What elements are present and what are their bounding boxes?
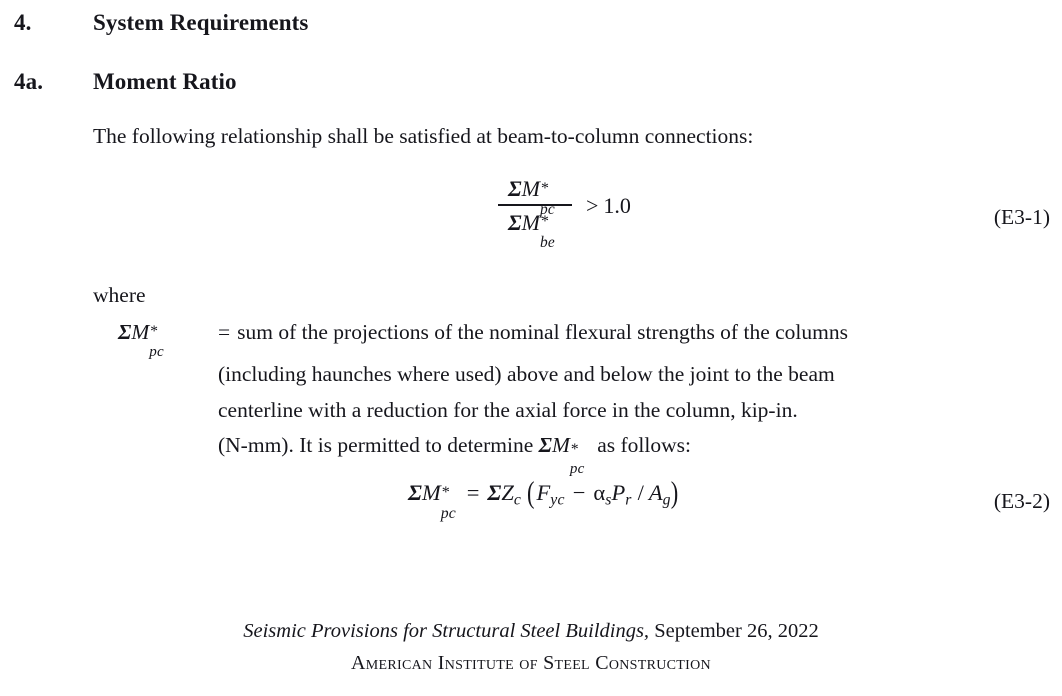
variable-m: M: [131, 320, 150, 344]
variable-p: P: [611, 480, 626, 505]
open-paren: (: [527, 475, 535, 510]
division-slash: /: [637, 480, 644, 505]
definition-block: [118, 320, 1048, 477]
variable-m: M: [521, 209, 540, 235]
variable-f: F: [536, 480, 551, 505]
subscript-g: g: [662, 491, 671, 509]
sigma-glyph: Σ: [487, 480, 502, 505]
where-label: where: [93, 283, 146, 307]
definition-first-line: [118, 320, 1048, 360]
definition-text-line-1: sum of the projections of the nominal flexural strengths of the columns: [237, 320, 848, 344]
sigma-glyph: Σ: [408, 480, 422, 505]
equation-e3-1-value: 1.0: [603, 192, 631, 218]
sigma-glyph: Σ: [118, 320, 132, 344]
subscript-s: s: [605, 491, 612, 509]
equation-e3-2-expression: ΣM * pc = $\Sigma Z_c$ $(F_{yc} - \alpha_sP_r / A_g)$: [408, 475, 679, 522]
footer-publication-title: Seismic Provisions for Structural Steel Buildings,: [243, 620, 650, 642]
definition-inline-symbol: ΣM * pc: [538, 433, 585, 477]
definition-line-4-after: as follows:: [591, 433, 691, 458]
fraction-numerator: ΣM * pc: [508, 176, 555, 218]
variable-m: M: [421, 480, 441, 505]
relation-operator: >: [586, 192, 599, 218]
definition-text-line-2: (including haunches where used) above and below the joint to the beam: [218, 362, 835, 386]
subscript-r: r: [625, 491, 632, 509]
sigma-glyph: Σ: [508, 176, 522, 201]
footer-organization: American Institute of Steel Construction: [351, 652, 711, 674]
section-number: 4.: [14, 10, 32, 35]
definition-text-line-3: centerline with a reduction for the axial force in the column, kip-in.: [218, 397, 798, 422]
subscript-c: c: [513, 491, 522, 509]
footer-publication-date: September 26, 2022: [649, 620, 819, 642]
variable-m: M: [521, 176, 540, 201]
section-title: System Requirements: [93, 10, 309, 35]
definition-continuation: [218, 357, 1048, 477]
close-paren: ): [670, 475, 679, 510]
intro-paragraph: The following relationship shall be satisfied at beam-to-column connections:: [93, 124, 754, 148]
subsection-title: Moment Ratio: [93, 69, 237, 94]
subsection-number: 4a.: [14, 69, 44, 94]
definition-line-4-before: (N-mm). It is permitted to determine: [218, 433, 539, 458]
variable-a: A: [648, 480, 663, 505]
subscript-yc: yc: [550, 491, 565, 509]
definition-symbol: ΣM * pc: [118, 320, 164, 360]
section-heading-4a: [0, 69, 1062, 95]
alpha-glyph: α: [593, 480, 606, 505]
variable-z: Z: [501, 480, 514, 505]
definition-equals: =: [218, 320, 231, 344]
fraction-denominator: ΣM * be: [508, 209, 555, 252]
footer-title: [0, 620, 1062, 643]
equals-operator: =: [466, 480, 480, 505]
minus-operator: −: [572, 480, 586, 505]
sigma-glyph: Σ: [508, 209, 522, 235]
equation-number-e3-1: (E3-1): [993, 205, 1050, 229]
definition-text-line-4: [218, 428, 1048, 477]
equation-number-e3-2: (E3-2): [993, 489, 1050, 513]
section-heading-4: [0, 10, 1062, 36]
